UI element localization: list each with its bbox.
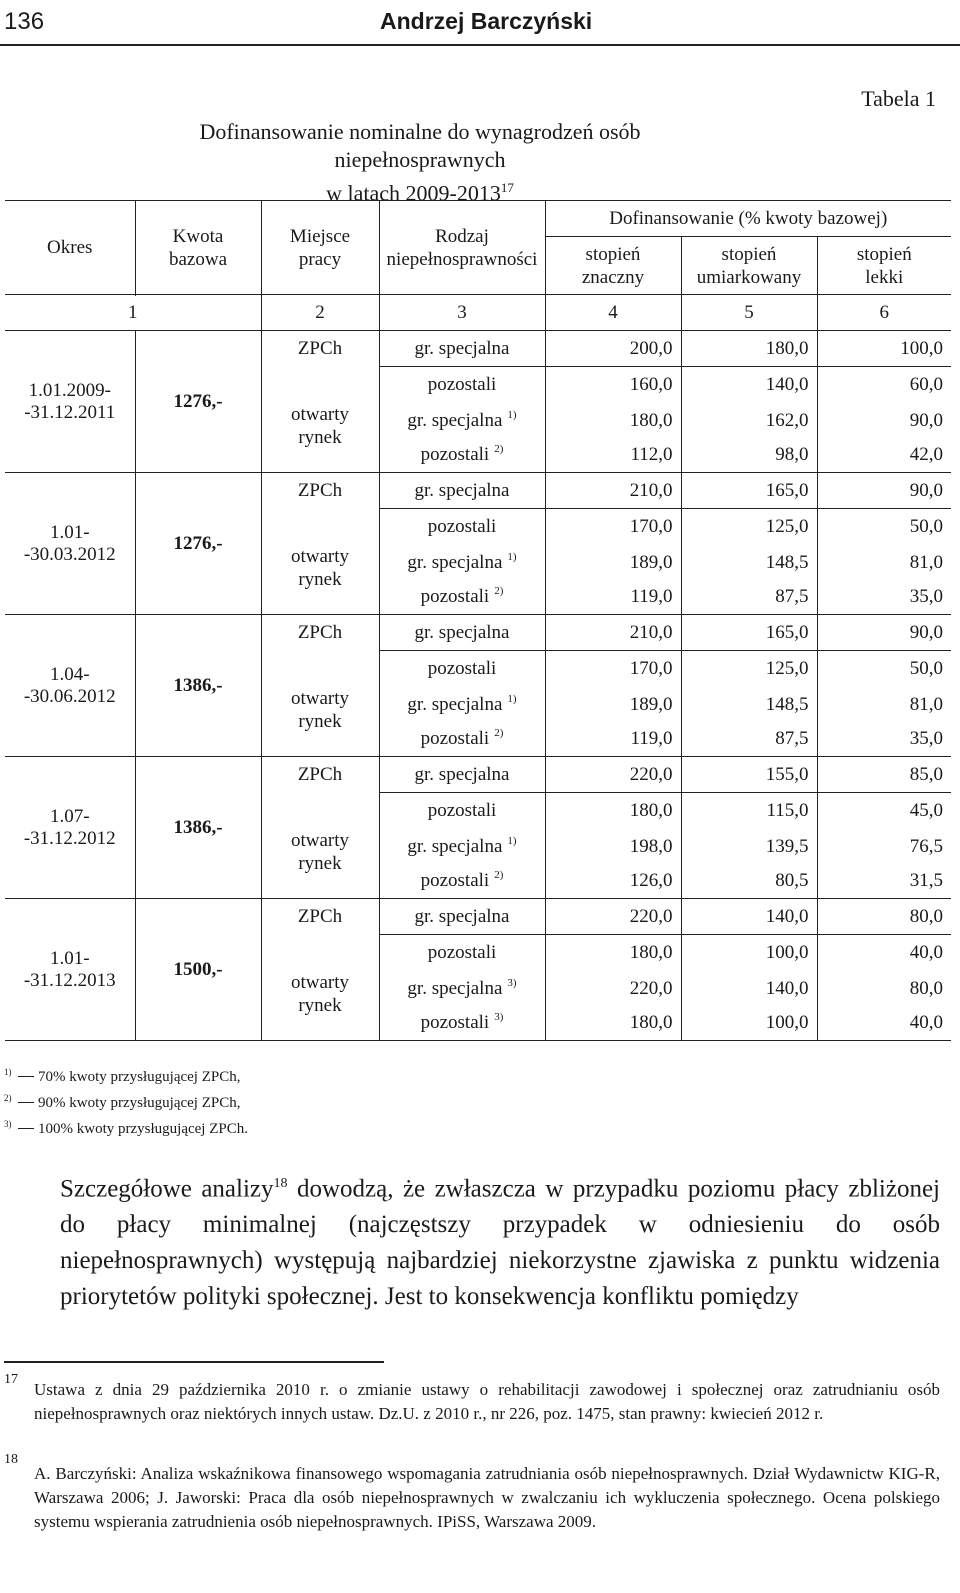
place-otwarty-rynek: otwarty rynek [261,935,379,1041]
place-zpch: ZPCh [261,757,379,793]
value-umiarkowany: 165,0 [681,473,817,509]
value-lekki: 45,0 [817,793,951,830]
header-kwota: Kwota bazowa [135,201,261,295]
colnum-2: 2 [261,295,379,331]
value-umiarkowany: 139,5 [681,830,817,864]
table-row [5,757,951,793]
colnum-1: 1 [5,295,261,331]
table-note [4,1062,248,1088]
value-lekki: 80,0 [909,905,944,927]
type-pozostali: pozostali $^{2)}$ [379,580,545,615]
value-lekki: 81,0 [909,693,944,715]
value-umiarkowany: 115,0 [681,793,817,830]
table-label: Tabela 1 [861,86,936,111]
value-znaczny: 112,0 [545,438,681,473]
table-note-text: 90% kwoty przysługującej ZPCh, [38,1095,241,1111]
value-umiarkowany: 87,5 [681,722,817,757]
value-lekki: 42,0 [817,438,951,473]
value-umiarkowany: 162,0 [681,404,817,438]
value-umiarkowany: 80,5 [681,864,817,899]
type-gr-specjalna: gr. specjalna [379,899,545,935]
value-umiarkowany: 155,0 [681,757,817,793]
value-lekki: 50,0 [817,651,951,688]
period-cell: 1.07- -31.12.2012 [5,757,135,899]
value-znaczny: 126,0 [545,864,681,899]
header-lekki: stopień lekki [817,237,951,295]
table-note-dash [18,1128,34,1129]
colnum-4: 4 [545,295,681,331]
value-umiarkowany: 148,5 [681,546,817,580]
footnote-ref-18: 18 [273,1176,288,1191]
table-title [120,118,720,207]
type-gr-specjalna: gr. specjalna [379,331,545,367]
type-gr-specjalna: gr. specjalna $^{3)}$ [379,972,545,1006]
value-umiarkowany: 100,0 [681,1006,817,1041]
colnum-5: 5 [681,295,817,331]
value-znaczny: 170,0 [545,509,681,546]
value-znaczny: 220,0 [545,899,681,935]
paragraph-rest: dowodzą, że zwłaszcza w przypadku poziomu płacy zbliżonej do płacy minimalnej (najczęstszy przypadek w odniesieniu do osób niepełnosprawnych) występują najbardziej niekorzystne zjawiska z punktu widzenia priorytetów polityki społecznej. Jest to konsekwencja konfliktu pomiędzy [60,1175,940,1311]
value-znaczny: 180,0 [545,404,681,438]
place-otwarty-rynek: otwarty rynek [261,651,379,757]
header-dofinansowanie: Dofinansowanie (% kwoty bazowej) [545,201,951,237]
value-znaczny: 180,0 [545,1006,681,1041]
table-row [5,899,951,935]
table-notes [4,1062,248,1140]
type-gr-specjalna: gr. specjalna $^{1)}$ [379,404,545,438]
value-umiarkowany: 180,0 [681,331,817,367]
value-znaczny: 170,0 [545,651,681,688]
type-gr-specjalna: gr. specjalna [379,615,545,651]
value-lekki: 80,0 [909,977,944,999]
value-znaczny: 200,0 [545,331,681,367]
colnum-6: 6 [817,295,951,331]
value-umiarkowany: 125,0 [681,651,817,688]
value-lekki: 31,5 [817,864,951,899]
value-lekki: 40,0 [817,1006,951,1041]
place-zpch: ZPCh [261,473,379,509]
header-umiarkowany: stopień umiarkowany [681,237,817,295]
value-lekki: 81,0 [909,551,944,573]
table-note-dash [18,1076,34,1077]
value-umiarkowany: 140,0 [681,899,817,935]
type-gr-specjalna: gr. specjalna $^{1)}$ [379,830,545,864]
place-zpch: ZPCh [261,615,379,651]
value-lekki: 90,0 [909,621,944,643]
paragraph-start: Szczegółowe analizy [60,1175,274,1203]
table-note [4,1114,248,1140]
table-row [5,615,951,651]
footnote-number-17: 17 [4,1372,18,1387]
value-lekki: 85,0 [909,763,944,785]
running-author: Andrzej Barczyński [380,8,593,34]
value-umiarkowany: 100,0 [681,935,817,972]
footnote-number-18: 18 [4,1452,18,1467]
table-note-text: 100% kwoty przysługującej ZPCh. [38,1121,248,1137]
period-cell: 1.01.2009- -31.12.2011 [5,331,135,473]
value-umiarkowany: 140,0 [681,972,817,1006]
place-zpch: ZPCh [261,331,379,367]
value-umiarkowany: 87,5 [681,580,817,615]
table-note-dash [18,1102,34,1103]
value-znaczny: 220,0 [545,972,681,1006]
value-lekki: 35,0 [817,580,951,615]
type-gr-specjalna: gr. specjalna $^{1)}$ [379,688,545,722]
type-pozostali: pozostali [379,367,545,404]
amount-cell: 1386,- [135,757,261,899]
value-znaczny: 180,0 [545,935,681,972]
value-lekki: 100,0 [900,337,944,359]
value-lekki: 90,0 [909,479,944,501]
place-otwarty-rynek: otwarty rynek [261,793,379,899]
amount-cell: 1276,- [135,331,261,473]
value-lekki: 50,0 [817,509,951,546]
footnote-ref-17: 17 [500,180,514,195]
value-umiarkowany: 165,0 [681,615,817,651]
value-lekki: 40,0 [817,935,951,972]
place-zpch: ZPCh [261,899,379,935]
table-note-number: 1) [4,1067,12,1077]
footnote-18: A. Barczyński: Analiza wskaźnikowa finansowego wspomagania zatrudniania osób niepełnosprawnych. Dział Wydawnictw KIG-R, Warszawa 2006; J. Jaworski: Praca dla osób niepełnosprawnych w zwalczaniu ich wykluczenia społecznego. Ocena polskiego systemu wspierania zatrudnienia osób niepełnosprawnych. IPiSS, Warszawa 2009. [34,1464,940,1531]
amount-cell: 1386,- [135,615,261,757]
type-pozostali: pozostali [379,651,545,688]
table-note-text: 70% kwoty przysługującej ZPCh, [38,1069,241,1085]
type-gr-specjalna: gr. specjalna $^{1)}$ [379,546,545,580]
footnote-17: Ustawa z dnia 29 października 2010 r. o zmianie ustawy o rehabilitacji zawodowej i społecznej oraz zatrudnianiu osób niepełnosprawnych oraz niektórych innych ustaw. Dz.U. z 2010 r., nr 226, poz. 1475, stan prawny: kwiecień 2012 r. [34,1380,940,1423]
value-znaczny: 180,0 [545,793,681,830]
header-miejsce: Miejsce pracy [261,201,379,295]
type-pozostali: pozostali $^{2)}$ [379,864,545,899]
value-znaczny: 160,0 [545,367,681,404]
page-header [0,0,960,46]
page-number: 136 [4,8,45,35]
value-umiarkowany: 125,0 [681,509,817,546]
header-znaczny: stopień znaczny [545,237,681,295]
table-title-line1: Dofinansowanie nominalne do wynagrodzeń osób niepełnosprawnych [199,119,641,172]
body-paragraph [60,1166,940,1315]
table-note-number: 3) [4,1119,12,1129]
value-znaczny: 119,0 [545,580,681,615]
place-otwarty-rynek: otwarty rynek [261,367,379,473]
type-pozostali: pozostali [379,509,545,546]
table-title-years: w latach 2009-2013 [326,180,501,206]
table-row [5,331,951,367]
header-rodzaj: Rodzaj niepełnosprawności [379,201,545,295]
value-znaczny: 198,0 [545,830,681,864]
colnum-3: 3 [379,295,545,331]
type-pozostali: pozostali [379,935,545,972]
value-umiarkowany: 148,5 [681,688,817,722]
header-okres: Okres [5,201,135,295]
value-znaczny: 189,0 [545,688,681,722]
value-lekki: 60,0 [817,367,951,404]
value-znaczny: 210,0 [545,615,681,651]
value-znaczny: 119,0 [545,722,681,757]
type-pozostali: pozostali $^{3)}$ [379,1006,545,1041]
amount-cell: 1276,- [135,473,261,615]
table-row [5,473,951,509]
value-umiarkowany: 98,0 [681,438,817,473]
funding-table [5,200,951,1041]
type-gr-specjalna: gr. specjalna [379,757,545,793]
type-pozostali: pozostali [379,793,545,830]
footnote-separator [4,1361,384,1363]
type-pozostali: pozostali $^{2)}$ [379,722,545,757]
table-note [4,1088,248,1114]
amount-cell: 1500,- [135,899,261,1041]
value-lekki: 90,0 [909,409,944,431]
value-lekki: 76,5 [909,835,944,857]
value-znaczny: 220,0 [545,757,681,793]
value-znaczny: 189,0 [545,546,681,580]
period-cell: 1.04- -30.06.2012 [5,615,135,757]
value-znaczny: 210,0 [545,473,681,509]
column-number-row [5,295,951,331]
table-note-number: 2) [4,1093,12,1103]
period-cell: 1.01- -31.12.2013 [5,899,135,1041]
place-otwarty-rynek: otwarty rynek [261,509,379,615]
type-pozostali: pozostali $^{2)}$ [379,438,545,473]
period-cell: 1.01- -30.03.2012 [5,473,135,615]
type-gr-specjalna: gr. specjalna [379,473,545,509]
value-lekki: 35,0 [817,722,951,757]
value-umiarkowany: 140,0 [681,367,817,404]
